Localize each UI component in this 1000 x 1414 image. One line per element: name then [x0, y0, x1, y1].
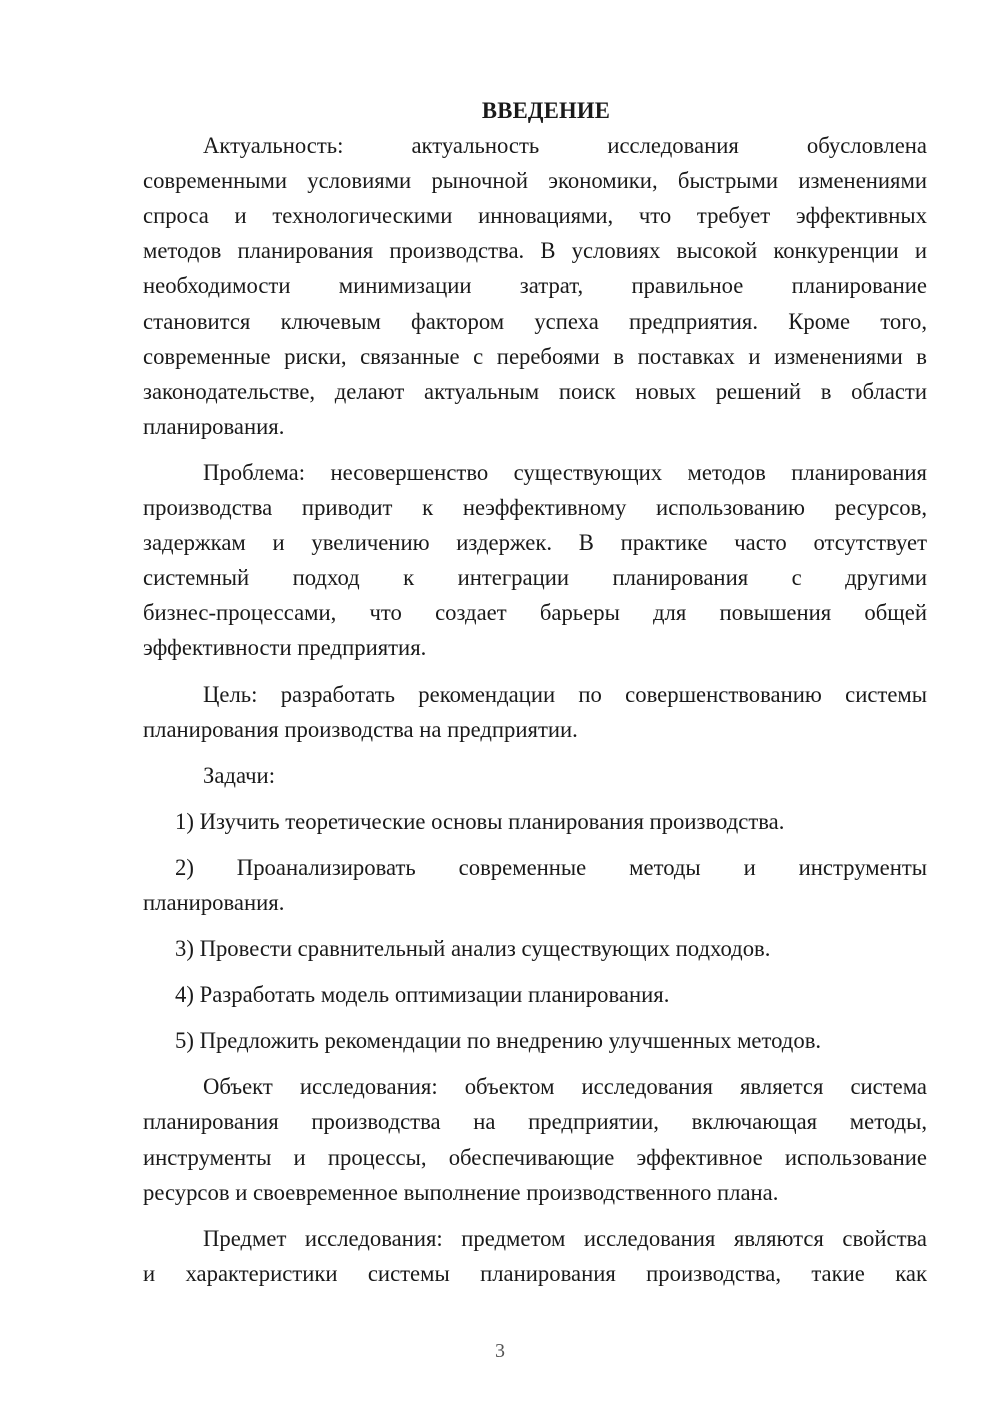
text-line: бизнес-процессами, что создает барьеры для повышения общей [143, 600, 927, 626]
text-line: Задачи: [203, 762, 275, 788]
text-line: производства приводит к неэффективному использованию ресурсов, [143, 495, 927, 521]
text-line: Предмет исследования: предметом исследования являются свойства [203, 1225, 927, 1251]
text-line: становится ключевым фактором успеха предприятия. Кроме того, [143, 308, 927, 334]
paragraph-task-3 [143, 931, 927, 966]
text-line: Цель: разработать рекомендации по совершенствованию системы [203, 681, 927, 707]
text-line: 2) Проанализировать современные методы и инструменты [175, 854, 927, 880]
text-line: современные риски, связанные с перебоями в поставках и изменениями в [143, 343, 927, 369]
text-line: эффективности предприятия. [143, 635, 427, 661]
text-line: и характеристики системы планирования производства, такие как [143, 1260, 927, 1286]
paragraph-problem [143, 455, 927, 666]
text-line: задержкам и увеличению издержек. В практике часто отсутствует [143, 530, 927, 556]
text-line: 5) Предложить рекомендации по внедрению улучшенных методов. [175, 1028, 822, 1054]
text-line: планирования производства на предприятии. [143, 716, 578, 742]
text-line: 4) Разработать модель оптимизации планирования. [175, 982, 670, 1008]
text-line: спроса и технологическими инновациями, что требует эффективных [143, 203, 927, 229]
text-line: ресурсов и своевременное выполнение производственного плана. [143, 1179, 779, 1205]
text-line: Актуальность: актуальность исследования обусловлена [203, 133, 927, 159]
paragraphs [143, 128, 927, 1291]
text-line: планирования. [143, 889, 285, 915]
text-line: необходимости минимизации затрат, правильное планирование [143, 273, 927, 299]
section-heading: ВВЕДЕНИЕ [481, 98, 611, 123]
text-line: законодательстве, делают актуальным поиск новых решений в области [143, 378, 927, 404]
text-line: методов планирования производства. В условиях высокой конкуренции и [143, 238, 927, 264]
text-line: планирования производства на предприятии, включающая методы, [143, 1109, 927, 1135]
text-line: инструменты и процессы, обеспечивающие эффективное использование [143, 1144, 927, 1170]
paragraph-subject [143, 1221, 927, 1291]
paragraph-goal [143, 677, 927, 747]
text-line: системный подход к интеграции планирования с другими [143, 565, 927, 591]
paragraph-object [143, 1069, 927, 1209]
page-content [143, 93, 927, 1291]
text-line: планирования. [143, 413, 285, 439]
paragraph-task-4 [143, 977, 927, 1012]
text-line: Объект исследования: объектом исследования является система [203, 1074, 927, 1100]
page-number: 3 [495, 1340, 505, 1362]
paragraph-relevance [143, 128, 927, 444]
paragraph-task-2 [143, 850, 927, 920]
text-line: современными условиями рыночной экономики, быстрыми изменениями [143, 168, 927, 194]
text-line: Проблема: несовершенство существующих методов планирования [203, 459, 927, 485]
paragraph-tasks-title [143, 758, 927, 793]
text-line: 1) Изучить теоретические основы планирования производства. [175, 808, 785, 834]
text-line: 3) Провести сравнительный анализ существующих подходов. [175, 936, 771, 962]
paragraph-task-1 [143, 804, 927, 839]
paragraph-task-5 [143, 1023, 927, 1058]
